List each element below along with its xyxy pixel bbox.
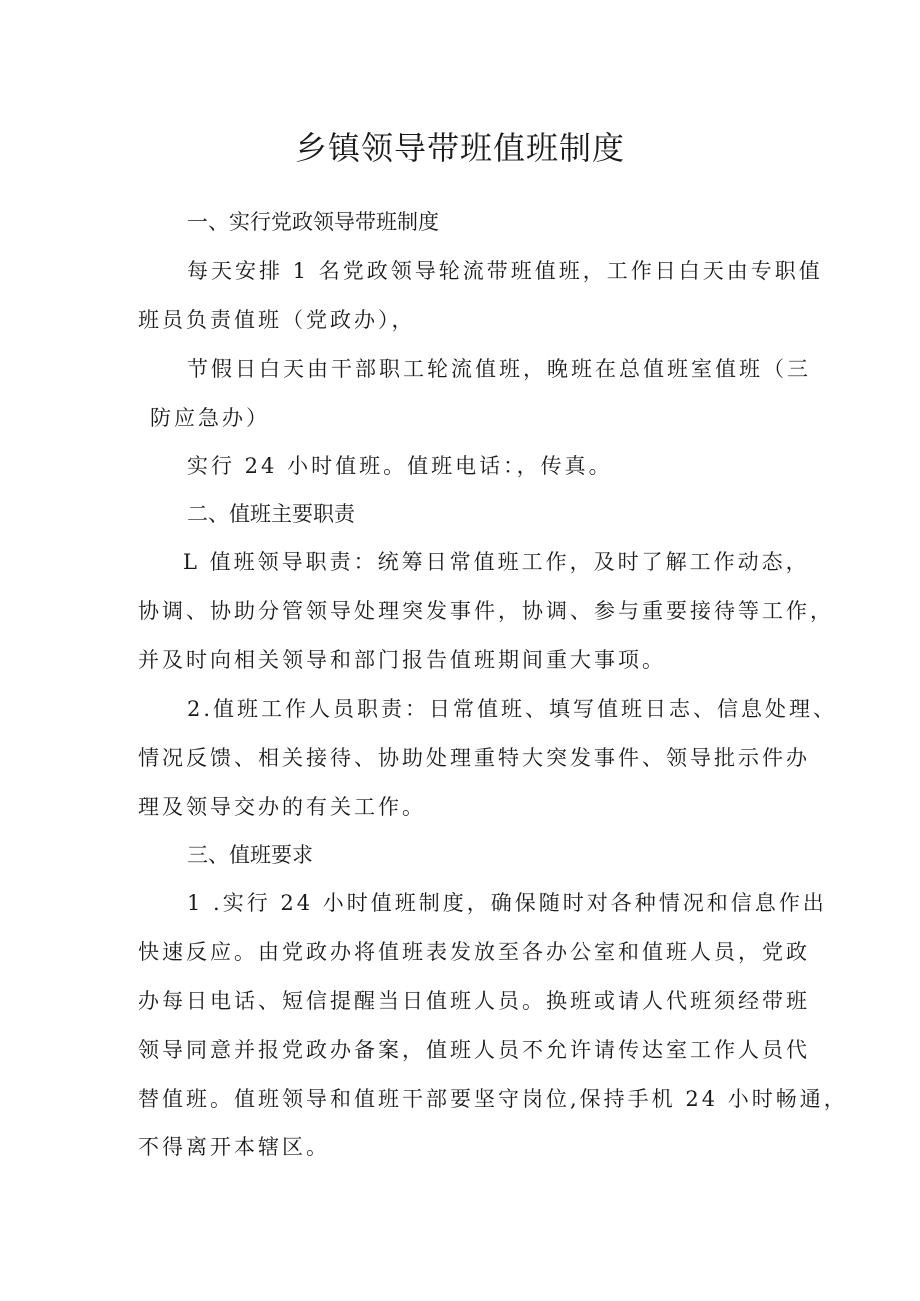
- section-1-line-5: 实行 24 小时值班。值班电话：，传真。: [187, 454, 613, 478]
- section-3-line-6: 不得离开本辖区。: [138, 1135, 330, 1159]
- section-3-heading: 三、值班要求: [187, 843, 313, 867]
- section-2-heading: 二、值班主要职责: [187, 502, 355, 526]
- section-2-line-4: 2.值班工作人员职责：日常值班、填写值班日志、信息处理、: [187, 697, 838, 721]
- section-2-line-2: 协调、协助分管领导处理突发事件，协调、参与重要接待等工作，: [138, 599, 834, 623]
- section-2-line-5: 情况反馈、相关接待、协助处理重特大突发事件、领导批示件办: [138, 746, 810, 770]
- section-2-line-3: 并及时向相关领导和部门报告值班期间重大事项。: [138, 648, 666, 672]
- section-1-line-1: 每天安排 1 名党政领导轮流带班值班，工作日白天由专职值: [187, 259, 823, 283]
- document-title: 乡镇领导带班值班制度: [294, 129, 625, 167]
- section-1-line-4: 防应急办）: [150, 406, 270, 430]
- section-3-line-1: 1 .实行 24 小时值班制度，确保随时对各种情况和信息作出: [187, 891, 827, 915]
- section-3-line-3: 办每日电话、短信提醒当日值班人员。换班或请人代班须经带班: [138, 989, 810, 1013]
- section-3-line-4: 领导同意并报党政办备案，值班人员不允许请传达室工作人员代: [138, 1038, 810, 1062]
- section-2-line-6: 理及领导交办的有关工作。: [138, 795, 426, 819]
- section-1-heading: 一、实行党政领导带班制度: [187, 210, 439, 234]
- section-2-line-1: L 值班领导职责：统筹日常值班工作，及时了解工作动态，: [183, 550, 810, 574]
- section-1-line-3: 节假日白天由干部职工轮流值班，晚班在总值班室值班（三: [187, 357, 811, 381]
- section-3-line-2: 快速反应。由党政办将值班表发放至各办公室和值班人员，党政: [138, 940, 810, 964]
- section-3-line-5: 替值班。值班领导和值班干部要坚守岗位,保持手机 24 小时畅通，: [138, 1087, 848, 1111]
- section-1-line-2: 班员负责值班（党政办），: [138, 308, 416, 332]
